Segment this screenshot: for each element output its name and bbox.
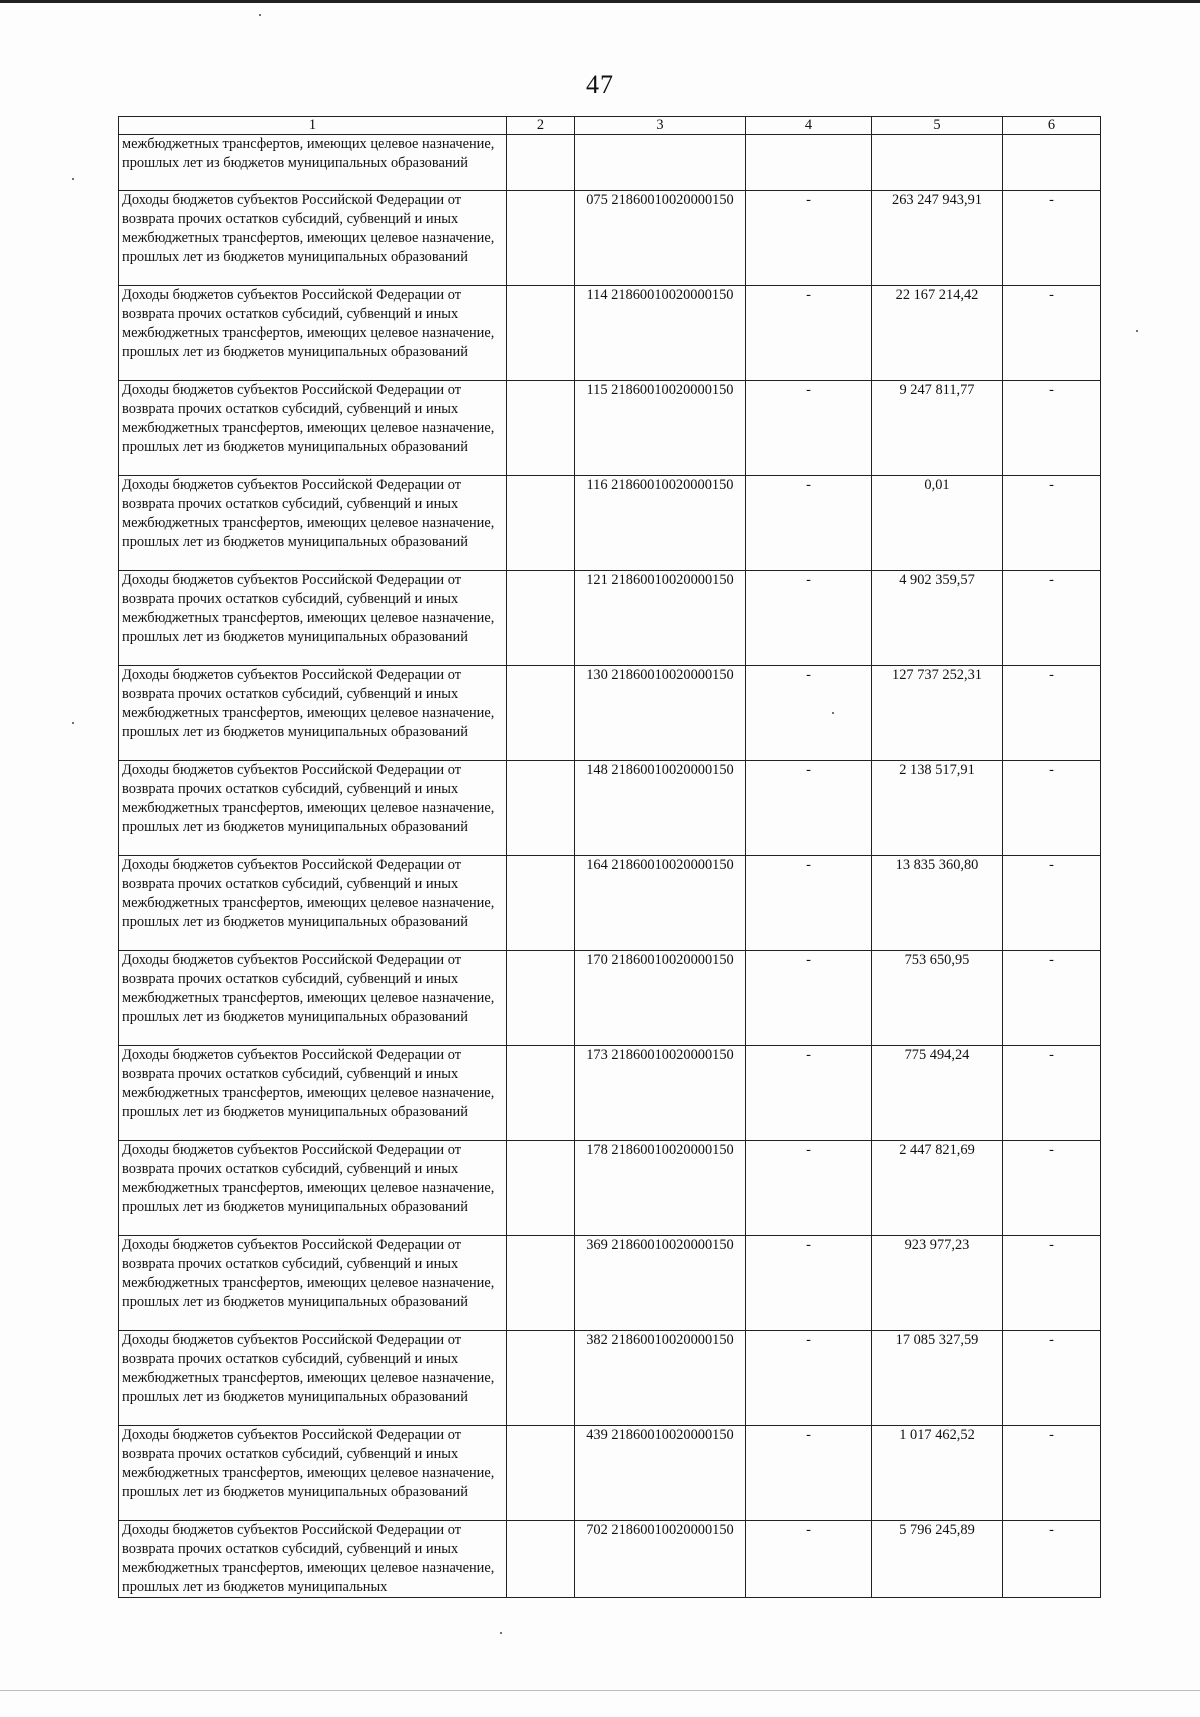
row-code: 382 21860010020000150 — [575, 1331, 746, 1426]
table-row — [119, 856, 1101, 951]
header-row — [119, 117, 1101, 135]
row-description: Доходы бюджетов субъектов Российской Федерации от возврата прочих остатков субсидий, субвенций и иных межбюджетных трансфертов, имеющих целевое назначение, прошлых лет из бюджетов муниципальных образований — [119, 1046, 507, 1141]
row-description: Доходы бюджетов субъектов Российской Федерации от возврата прочих остатков субсидий, субвенций и иных межбюджетных трансфертов, имеющих целевое назначение, прошлых лет из бюджетов муниципальных образований — [119, 1331, 507, 1426]
row-code: 121 21860010020000150 — [575, 571, 746, 666]
row-col2 — [507, 951, 575, 1046]
table-row — [119, 1141, 1101, 1236]
scan-speck — [72, 178, 74, 180]
row-amount: 2 447 821,69 — [872, 1141, 1003, 1236]
table-row — [119, 1426, 1101, 1521]
row-code: 173 21860010020000150 — [575, 1046, 746, 1141]
table-row — [119, 1331, 1101, 1426]
row-col2 — [507, 286, 575, 381]
scan-speck — [832, 712, 834, 714]
table-row — [119, 1521, 1101, 1598]
row-description: Доходы бюджетов субъектов Российской Федерации от возврата прочих остатков субсидий, субвенций и иных межбюджетных трансфертов, имеющих целевое назначение, прошлых лет из бюджетов муниципальных образований — [119, 476, 507, 571]
row-code: 439 21860010020000150 — [575, 1426, 746, 1521]
column-header-5: 5 — [872, 117, 1003, 135]
table-row — [119, 666, 1101, 761]
row-description: Доходы бюджетов субъектов Российской Федерации от возврата прочих остатков субсидий, субвенций и иных межбюджетных трансфертов, имеющих целевое назначение, прошлых лет из бюджетов муниципальных образований — [119, 571, 507, 666]
row-col4: - — [746, 1426, 872, 1521]
row-amount: 5 796 245,89 — [872, 1521, 1003, 1598]
row-amount: 0,01 — [872, 476, 1003, 571]
row-col4: - — [746, 381, 872, 476]
table-row — [119, 286, 1101, 381]
row-description: Доходы бюджетов субъектов Российской Федерации от возврата прочих остатков субсидий, субвенций и иных межбюджетных трансфертов, имеющих целевое назначение, прошлых лет из бюджетов муниципальных образований — [119, 191, 507, 286]
table-row — [119, 191, 1101, 286]
row-col6: - — [1003, 381, 1101, 476]
table-row — [119, 951, 1101, 1046]
table-row — [119, 571, 1101, 666]
row-description: Доходы бюджетов субъектов Российской Федерации от возврата прочих остатков субсидий, субвенций и иных межбюджетных трансфертов, имеющих целевое назначение, прошлых лет из бюджетов муниципальных образований — [119, 1141, 507, 1236]
row-amount: 9 247 811,77 — [872, 381, 1003, 476]
row-col4: - — [746, 571, 872, 666]
row-col6: - — [1003, 1331, 1101, 1426]
row-col4: - — [746, 1141, 872, 1236]
row-amount: 4 902 359,57 — [872, 571, 1003, 666]
row-code: 702 21860010020000150 — [575, 1521, 746, 1598]
column-header-6: 6 — [1003, 117, 1101, 135]
row-code: 114 21860010020000150 — [575, 286, 746, 381]
scan-top-edge — [0, 0, 1200, 3]
row-amount: 13 835 360,80 — [872, 856, 1003, 951]
column-header-1: 1 — [119, 117, 507, 135]
row-col4: - — [746, 1331, 872, 1426]
row-code: 075 21860010020000150 — [575, 191, 746, 286]
row-col6: - — [1003, 1426, 1101, 1521]
row-col6: - — [1003, 856, 1101, 951]
row-col2 — [507, 1331, 575, 1426]
row-amount — [872, 135, 1003, 191]
row-col4: - — [746, 476, 872, 571]
table-row — [119, 1046, 1101, 1141]
row-description: Доходы бюджетов субъектов Российской Федерации от возврата прочих остатков субсидий, субвенций и иных межбюджетных трансфертов, имеющих целевое назначение, прошлых лет из бюджетов муниципальных образований — [119, 381, 507, 476]
scan-speck — [72, 722, 74, 724]
row-col2 — [507, 1046, 575, 1141]
row-col4: - — [746, 1046, 872, 1141]
row-code: 369 21860010020000150 — [575, 1236, 746, 1331]
row-code — [575, 135, 746, 191]
budget-table — [118, 116, 1101, 1598]
row-col6: - — [1003, 951, 1101, 1046]
row-col4: - — [746, 761, 872, 856]
table-row — [119, 476, 1101, 571]
scan-speck — [500, 1632, 502, 1634]
row-col2 — [507, 381, 575, 476]
scan-speck — [1136, 330, 1138, 332]
table-row — [119, 1236, 1101, 1331]
row-col6: - — [1003, 476, 1101, 571]
column-header-2: 2 — [507, 117, 575, 135]
page-number: 47 — [586, 70, 614, 99]
row-col2 — [507, 571, 575, 666]
row-col4: - — [746, 1521, 872, 1598]
row-col6: - — [1003, 1141, 1101, 1236]
row-col6 — [1003, 135, 1101, 191]
row-col2 — [507, 191, 575, 286]
row-description: Доходы бюджетов субъектов Российской Федерации от возврата прочих остатков субсидий, субвенций и иных межбюджетных трансфертов, имеющих целевое назначение, прошлых лет из бюджетов муниципальных образований — [119, 951, 507, 1046]
row-col2 — [507, 856, 575, 951]
row-col4 — [746, 135, 872, 191]
row-col6: - — [1003, 1236, 1101, 1331]
row-col6: - — [1003, 1046, 1101, 1141]
column-header-3: 3 — [575, 117, 746, 135]
row-description: Доходы бюджетов субъектов Российской Федерации от возврата прочих остатков субсидий, субвенций и иных межбюджетных трансфертов, имеющих целевое назначение, прошлых лет из бюджетов муниципальных образований — [119, 1426, 507, 1521]
row-col6: - — [1003, 571, 1101, 666]
row-col2 — [507, 476, 575, 571]
row-code: 116 21860010020000150 — [575, 476, 746, 571]
row-amount: 263 247 943,91 — [872, 191, 1003, 286]
row-amount: 2 138 517,91 — [872, 761, 1003, 856]
row-col4: - — [746, 286, 872, 381]
row-amount: 17 085 327,59 — [872, 1331, 1003, 1426]
row-code: 115 21860010020000150 — [575, 381, 746, 476]
table-row — [119, 381, 1101, 476]
row-col4: - — [746, 1236, 872, 1331]
row-col6: - — [1003, 191, 1101, 286]
row-code: 178 21860010020000150 — [575, 1141, 746, 1236]
row-description: Доходы бюджетов субъектов Российской Федерации от возврата прочих остатков субсидий, субвенций и иных межбюджетных трансфертов, имеющих целевое назначение, прошлых лет из бюджетов муниципальных — [119, 1521, 507, 1598]
row-amount: 22 167 214,42 — [872, 286, 1003, 381]
row-col2 — [507, 666, 575, 761]
row-amount: 753 650,95 — [872, 951, 1003, 1046]
row-col4: - — [746, 951, 872, 1046]
scan-bottom-edge — [0, 1690, 1200, 1691]
row-col6: - — [1003, 666, 1101, 761]
row-col2 — [507, 1236, 575, 1331]
column-header-4: 4 — [746, 117, 872, 135]
row-col2 — [507, 135, 575, 191]
row-description: межбюджетных трансфертов, имеющих целевое назначение, прошлых лет из бюджетов муниципальных образований — [119, 135, 507, 191]
row-col2 — [507, 1426, 575, 1521]
row-col2 — [507, 761, 575, 856]
row-col6: - — [1003, 1521, 1101, 1598]
row-description: Доходы бюджетов субъектов Российской Федерации от возврата прочих остатков субсидий, субвенций и иных межбюджетных трансфертов, имеющих целевое назначение, прошлых лет из бюджетов муниципальных образований — [119, 666, 507, 761]
row-description: Доходы бюджетов субъектов Российской Федерации от возврата прочих остатков субсидий, субвенций и иных межбюджетных трансфертов, имеющих целевое назначение, прошлых лет из бюджетов муниципальных образований — [119, 856, 507, 951]
table-row-continuation — [119, 135, 1101, 191]
row-code: 148 21860010020000150 — [575, 761, 746, 856]
row-amount: 923 977,23 — [872, 1236, 1003, 1331]
row-col6: - — [1003, 761, 1101, 856]
row-amount: 127 737 252,31 — [872, 666, 1003, 761]
row-amount: 775 494,24 — [872, 1046, 1003, 1141]
row-code: 170 21860010020000150 — [575, 951, 746, 1046]
row-description: Доходы бюджетов субъектов Российской Федерации от возврата прочих остатков субсидий, субвенций и иных межбюджетных трансфертов, имеющих целевое назначение, прошлых лет из бюджетов муниципальных образований — [119, 761, 507, 856]
row-amount: 1 017 462,52 — [872, 1426, 1003, 1521]
row-code: 164 21860010020000150 — [575, 856, 746, 951]
table-body — [119, 135, 1101, 1598]
row-description: Доходы бюджетов субъектов Российской Федерации от возврата прочих остатков субсидий, субвенций и иных межбюджетных трансфертов, имеющих целевое назначение, прошлых лет из бюджетов муниципальных образований — [119, 1236, 507, 1331]
scan-speck — [259, 14, 261, 16]
row-col2 — [507, 1141, 575, 1236]
row-col4: - — [746, 666, 872, 761]
table-row — [119, 761, 1101, 856]
row-col4: - — [746, 856, 872, 951]
row-col4: - — [746, 191, 872, 286]
row-col2 — [507, 1521, 575, 1598]
row-description: Доходы бюджетов субъектов Российской Федерации от возврата прочих остатков субсидий, субвенций и иных межбюджетных трансфертов, имеющих целевое назначение, прошлых лет из бюджетов муниципальных образований — [119, 286, 507, 381]
row-code: 130 21860010020000150 — [575, 666, 746, 761]
row-col6: - — [1003, 286, 1101, 381]
